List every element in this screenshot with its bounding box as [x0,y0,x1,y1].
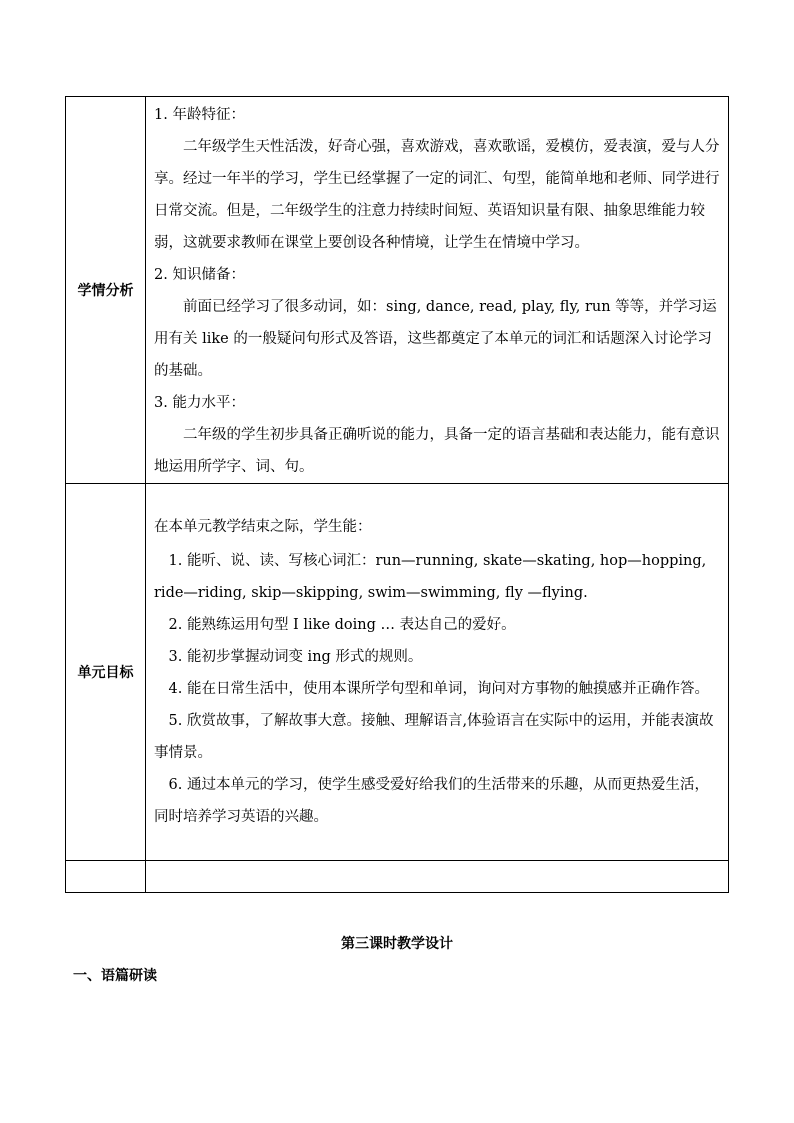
learner-analysis-content [146,97,729,484]
empty-label-cell [66,861,146,893]
unit-goals-content [146,484,729,861]
table-row-learner-analysis [66,97,729,484]
lesson-plan-table [65,96,729,893]
knowledge-text: 前面已经学习了很多动词，如：sing, dance, read, play, fly, run 等等，并学习运用有关 like 的一般疑问句形式及答语，这些都奠定了本单元的词汇和话题深入讨论学习的基础。 [154,299,717,379]
goal-item: 5. 欣赏故事，了解故事大意。接触、理解语言,体验语言在实际中的运用，并能表演故事情景。 [154,713,714,761]
age-features-text: 二年级学生天性活泼，好奇心强，喜欢游戏，喜欢歌谣，爱模仿，爱表演，爱与人分享。经过一年半的学习，学生已经掌握了一定的词汇、句型，能简单地和老师、同学进行日常交流。但是，二年级学生的注意力持续时间短、英语知识量有限、抽象思维能力较弱，这就要求教师在课堂上要创设各种情境，让学生在情境中学习。 [154,139,720,251]
table-row-unit-goals [66,484,729,861]
goal-item: 4. 能在日常生活中，使用本课所学句型和单词，询问对方事物的触摸感并正确作答。 [168,681,709,697]
goal-item: 1. 能听、说、读、写核心词汇：run—running, skate—skating, hop—hopping, ride—riding, skip—skipping, swim—swimming, fly —flying. [154,553,707,601]
row-label-learner-analysis: 学情分析 [66,97,146,484]
unit-goals-intro: 在本单元教学结束之际，学生能： [154,519,372,535]
goal-item: 3. 能初步掌握动词变 ing 形式的规则。 [168,649,423,665]
age-features-heading: 1. 年龄特征： [154,107,245,123]
row-label-unit-goals: 单元目标 [66,484,146,861]
ability-text: 二年级的学生初步具备正确听说的能力，具备一定的语言基础和表达能力，能有意识地运用所学字、词、句。 [154,427,720,475]
knowledge-heading: 2. 知识储备： [154,267,245,283]
ability-heading: 3. 能力水平： [154,395,245,411]
empty-content-cell [146,861,729,893]
lesson-title: 第三课时教学设计 [341,936,453,952]
table-row-empty [66,861,729,893]
goal-item: 2. 能熟练运用句型 I like doing … 表达自己的爱好。 [168,617,516,633]
goal-item: 6. 通过本单元的学习，使学生感受爱好给我们的生活带来的乐趣，从而更热爱生活，同时培养学习英语的兴趣。 [154,777,709,825]
section-heading: 一、语篇研读 [73,968,157,984]
